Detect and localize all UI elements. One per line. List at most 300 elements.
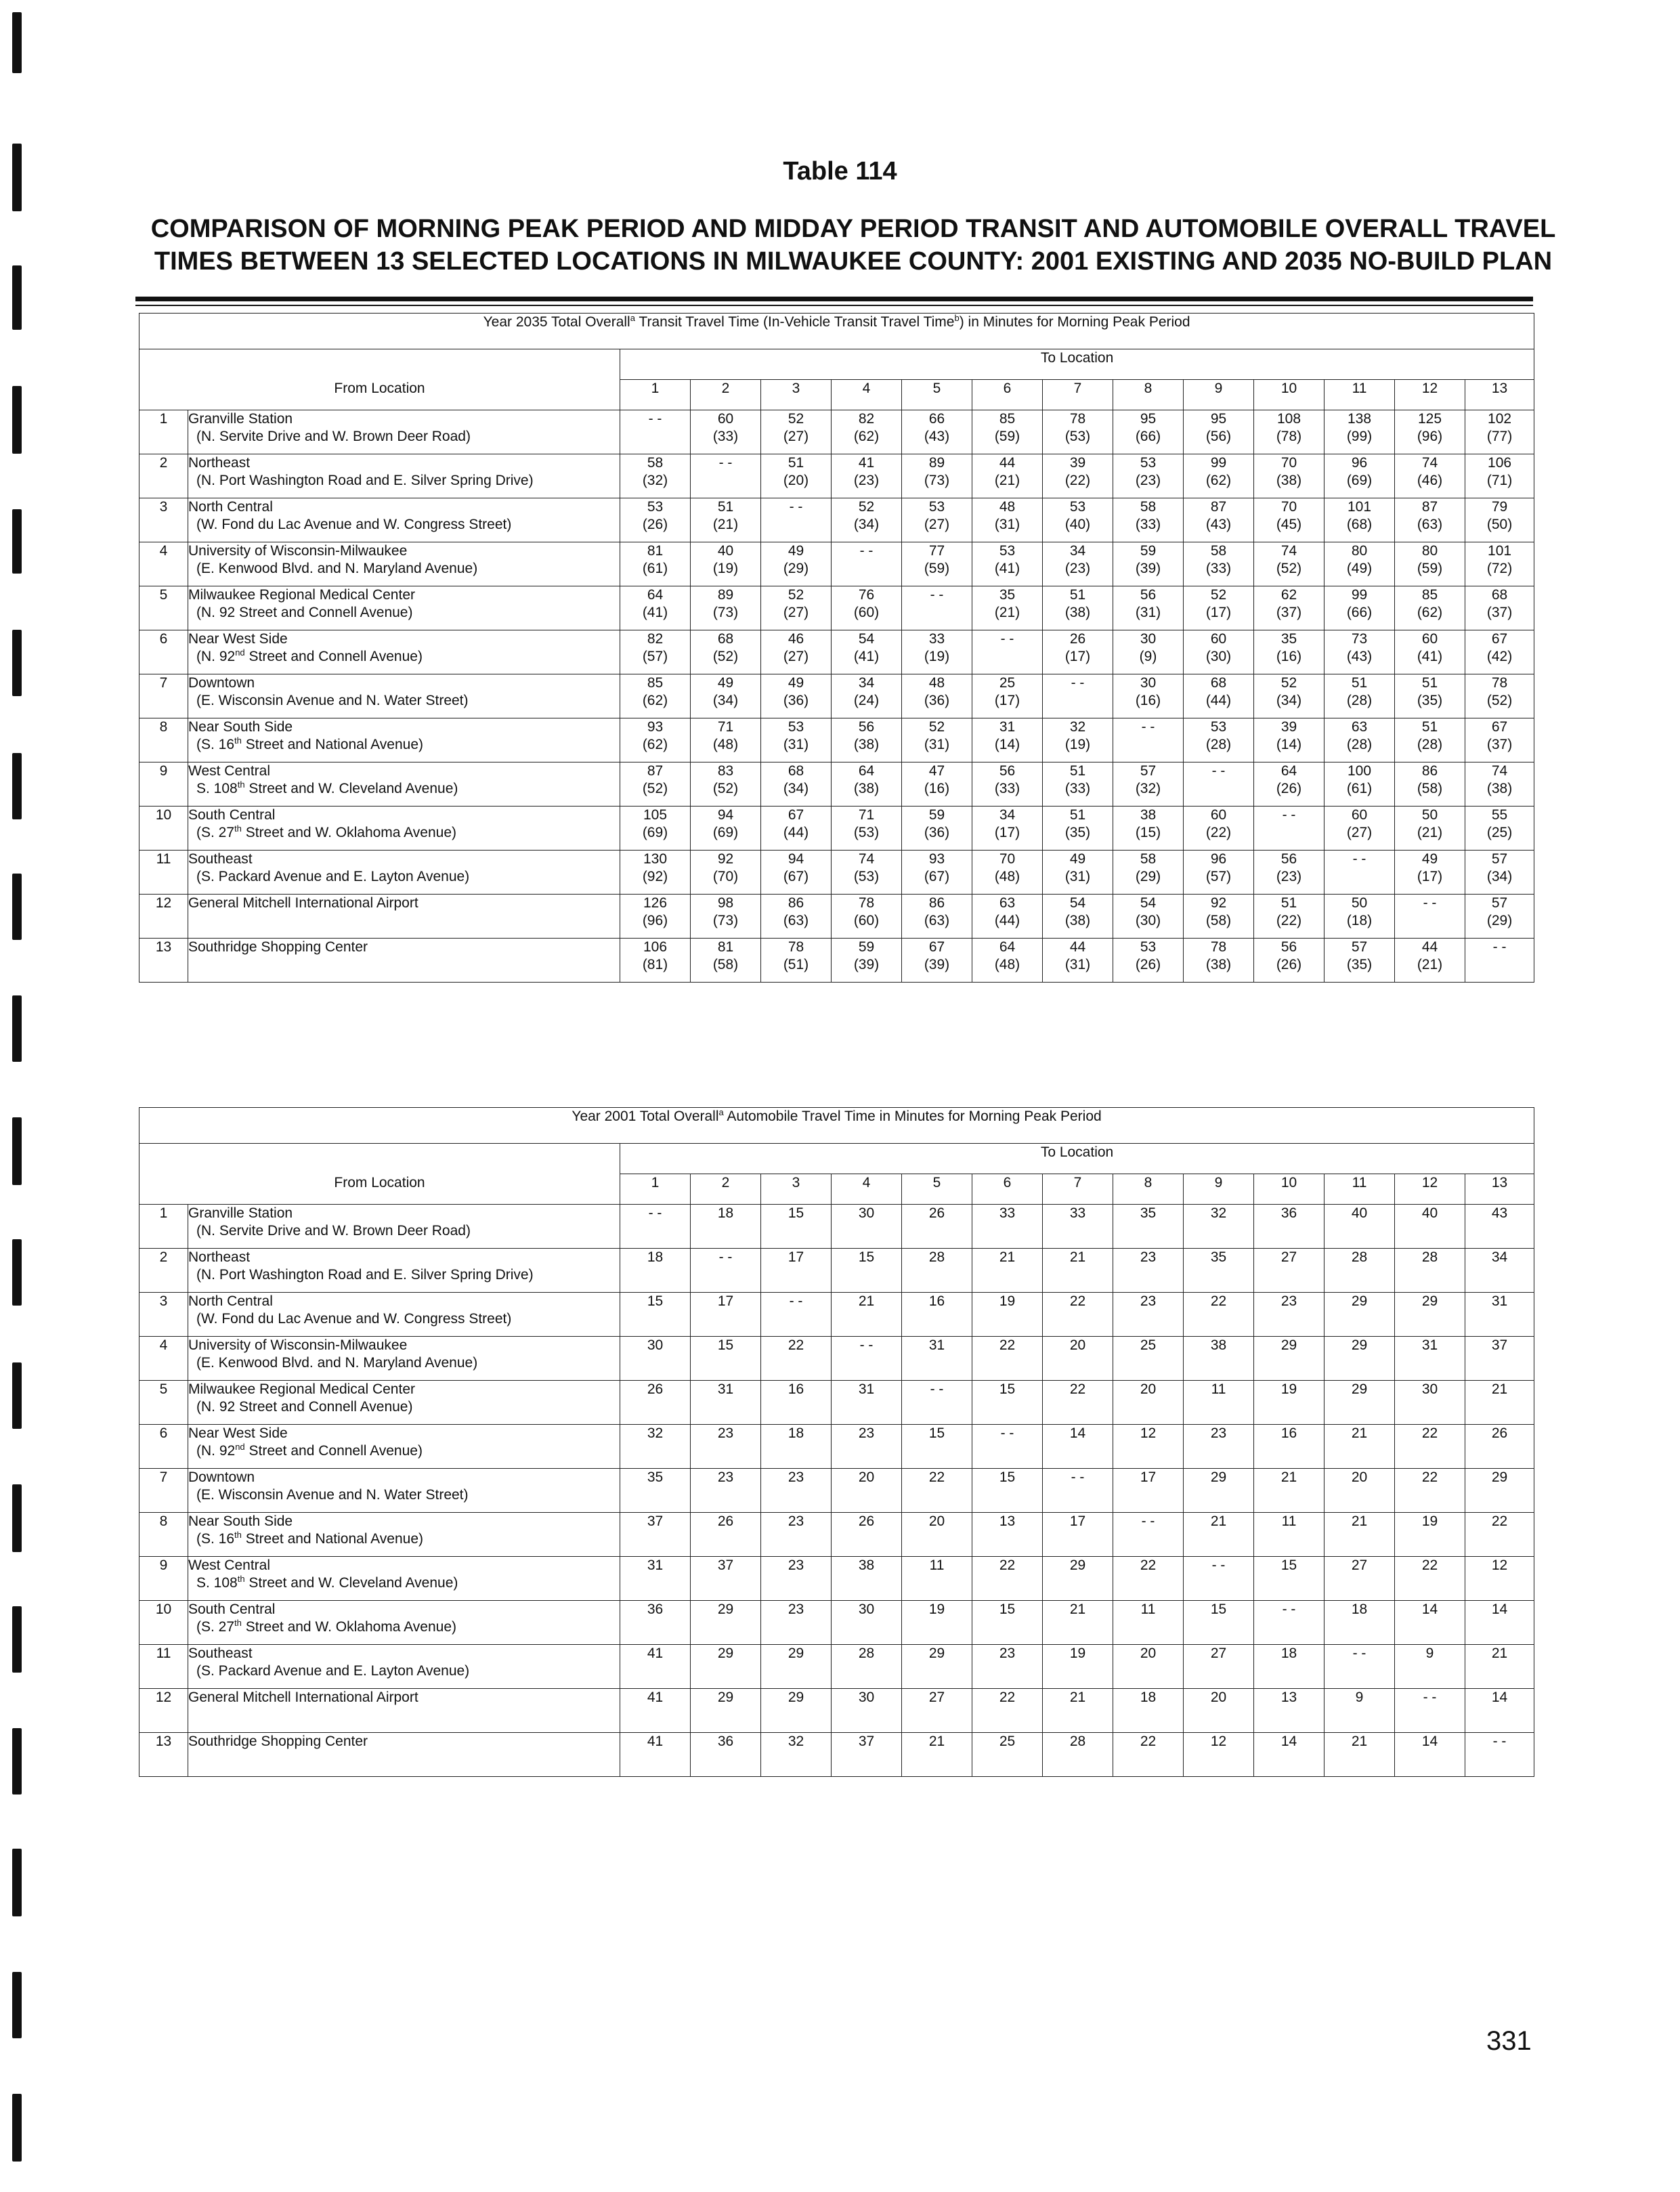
table-row — [139, 410, 1534, 454]
table-row — [139, 850, 1534, 894]
travel-time-cell: 21 — [1043, 1688, 1113, 1732]
column-header: 7 — [1043, 380, 1113, 410]
travel-time-cell: 53 (26) — [1113, 938, 1184, 982]
travel-time-cell: 14 — [1395, 1732, 1465, 1776]
travel-time-cell: 31 — [1465, 1292, 1534, 1336]
travel-time-cell: 25 — [972, 1732, 1043, 1776]
travel-time-cell: 41 — [620, 1732, 691, 1776]
from-location-cell — [188, 1688, 620, 1732]
travel-time-cell: 20 — [832, 1468, 902, 1512]
table-row — [139, 1248, 1534, 1292]
location-name: North Central — [188, 1293, 273, 1309]
travel-time-cell: 87 (52) — [620, 762, 691, 806]
travel-time-cell: - - — [1465, 938, 1534, 982]
travel-time-cell: 56 (31) — [1113, 586, 1184, 630]
travel-time-cell: - - — [1324, 1644, 1395, 1688]
travel-time-cell: 28 — [1043, 1732, 1113, 1776]
travel-time-cell: 76 (60) — [832, 586, 902, 630]
travel-time-cell: 40 (19) — [691, 542, 761, 586]
column-header-row — [139, 380, 1534, 410]
travel-time-cell: - - — [691, 1248, 761, 1292]
travel-time-cell: 35 — [1113, 1204, 1184, 1248]
travel-time-cell: 89 (73) — [902, 454, 972, 498]
row-number: 5 — [139, 586, 188, 630]
travel-time-cell: 56 (23) — [1254, 850, 1324, 894]
travel-time-cell: 17 — [1043, 1512, 1113, 1556]
travel-time-cell: 22 — [972, 1336, 1043, 1380]
location-address: (N. Servite Drive and W. Brown Deer Road) — [196, 428, 471, 444]
travel-time-cell: 23 — [761, 1600, 832, 1644]
location-address: S. 108th Street and W. Cleveland Avenue) — [196, 1573, 458, 1591]
table-number: Table 114 — [783, 157, 897, 186]
travel-time-cell: 83 (52) — [691, 762, 761, 806]
travel-time-cell: 21 — [1465, 1644, 1534, 1688]
travel-time-cell: 87 (63) — [1395, 498, 1465, 542]
travel-time-cell: 37 — [691, 1556, 761, 1600]
travel-time-cell: 50 (18) — [1324, 894, 1395, 938]
row-number: 7 — [139, 674, 188, 718]
travel-time-cell: 18 — [1324, 1600, 1395, 1644]
table-row — [139, 938, 1534, 982]
location-name: Milwaukee Regional Medical Center — [188, 586, 415, 603]
row-number: 9 — [139, 1556, 188, 1600]
location-address: (N. Port Washington Road and E. Silver Spring Drive) — [196, 1266, 534, 1283]
travel-time-cell: 23 — [691, 1468, 761, 1512]
travel-time-cell: 98 (73) — [691, 894, 761, 938]
travel-time-cell: 86 (63) — [902, 894, 972, 938]
travel-time-cell: 31 — [691, 1380, 761, 1424]
table-row — [139, 674, 1534, 718]
travel-time-cell: 14 — [1465, 1688, 1534, 1732]
from-location-cell — [188, 586, 620, 630]
travel-time-cell: 53 (27) — [902, 498, 972, 542]
travel-time-cell: - - — [761, 1292, 832, 1336]
column-header: 10 — [1254, 1174, 1324, 1205]
travel-time-cell: 15 — [972, 1600, 1043, 1644]
travel-time-cell: 15 — [972, 1468, 1043, 1512]
table-row — [139, 454, 1534, 498]
travel-time-cell: 15 — [972, 1380, 1043, 1424]
travel-time-cell: 29 — [1324, 1336, 1395, 1380]
travel-time-cell: 59 (36) — [902, 806, 972, 850]
travel-time-cell: 81 (61) — [620, 542, 691, 586]
travel-time-cell: 28 — [1324, 1248, 1395, 1292]
location-name: Near South Side — [188, 1513, 293, 1529]
travel-time-cell: 54 (41) — [832, 630, 902, 674]
travel-time-cell: - - — [1395, 894, 1465, 938]
travel-time-cell: 21 — [1184, 1512, 1254, 1556]
travel-time-cell: 28 — [902, 1248, 972, 1292]
location-address: (E. Kenwood Blvd. and N. Maryland Avenue) — [196, 560, 478, 576]
from-location-cell — [188, 1248, 620, 1292]
to-location-header: To Location — [620, 349, 1534, 380]
travel-time-cell: 52 (27) — [761, 410, 832, 454]
travel-time-cell: 22 — [1395, 1468, 1465, 1512]
travel-time-cell: 80 (59) — [1395, 542, 1465, 586]
travel-time-cell: 58 (33) — [1113, 498, 1184, 542]
row-number: 8 — [139, 718, 188, 762]
travel-time-cell: 99 (62) — [1184, 454, 1254, 498]
location-name: Southeast — [188, 851, 253, 867]
row-number: 11 — [139, 1644, 188, 1688]
travel-time-cell: 53 (23) — [1113, 454, 1184, 498]
travel-time-cell: - - — [1043, 674, 1113, 718]
travel-time-cell: 92 (58) — [1184, 894, 1254, 938]
travel-time-cell: 27 — [1184, 1644, 1254, 1688]
travel-time-cell: 22 — [1184, 1292, 1254, 1336]
column-header: 12 — [1395, 1174, 1465, 1205]
travel-time-cell: 29 — [1395, 1292, 1465, 1336]
location-name: Northeast — [188, 1249, 251, 1265]
row-number: 6 — [139, 630, 188, 674]
travel-time-cell: 94 (67) — [761, 850, 832, 894]
travel-time-cell: 21 — [902, 1732, 972, 1776]
travel-time-cell: 52 (31) — [902, 718, 972, 762]
travel-time-cell: 16 — [902, 1292, 972, 1336]
travel-time-cell: 29 — [1254, 1336, 1324, 1380]
travel-time-cell: 85 (59) — [972, 410, 1043, 454]
location-name: Southridge Shopping Center — [188, 1733, 368, 1749]
travel-time-cell: 33 — [972, 1204, 1043, 1248]
travel-time-cell: 80 (49) — [1324, 542, 1395, 586]
table-row — [139, 1292, 1534, 1336]
travel-time-cell: 67 (44) — [761, 806, 832, 850]
automobile-travel-time-table — [139, 1107, 1534, 1777]
travel-time-cell: 34 — [1465, 1248, 1534, 1292]
travel-time-cell: 16 — [1254, 1424, 1324, 1468]
travel-time-cell: 37 — [832, 1732, 902, 1776]
location-address: (S. Packard Avenue and E. Layton Avenue) — [196, 1662, 470, 1679]
row-number: 1 — [139, 410, 188, 454]
travel-time-cell: 22 — [1113, 1556, 1184, 1600]
location-address: (E. Kenwood Blvd. and N. Maryland Avenue) — [196, 1354, 478, 1371]
travel-time-cell: 96 (69) — [1324, 454, 1395, 498]
travel-time-cell: 95 (66) — [1113, 410, 1184, 454]
travel-time-cell: 30 — [1395, 1380, 1465, 1424]
travel-time-cell: 31 — [832, 1380, 902, 1424]
table-caption: Year 2001 Total Overall$^a$ Automobile Travel Time in Minutes for Morning Peak Period — [139, 1108, 1534, 1144]
travel-time-cell: 18 — [1254, 1644, 1324, 1688]
travel-time-cell: 58 (32) — [620, 454, 691, 498]
travel-time-cell: 22 — [1113, 1732, 1184, 1776]
travel-time-cell: 17 — [761, 1248, 832, 1292]
location-name: General Mitchell International Airport — [188, 1689, 418, 1705]
travel-time-cell: 53 (41) — [972, 542, 1043, 586]
travel-time-cell: 92 (70) — [691, 850, 761, 894]
travel-time-cell: 35 — [620, 1468, 691, 1512]
travel-time-cell: 68 (34) — [761, 762, 832, 806]
travel-time-cell: 138 (99) — [1324, 410, 1395, 454]
travel-time-cell: 82 (57) — [620, 630, 691, 674]
travel-time-cell: 51 (33) — [1043, 762, 1113, 806]
transit-travel-time-table — [139, 313, 1534, 983]
travel-time-cell: 38 — [832, 1556, 902, 1600]
travel-time-cell: 51 (35) — [1395, 674, 1465, 718]
travel-time-cell: 53 (28) — [1184, 718, 1254, 762]
travel-time-cell: 28 — [832, 1644, 902, 1688]
from-location-header: From Location — [139, 1174, 620, 1205]
title-line-1: COMPARISON OF MORNING PEAK PERIOD AND MIDDAY PERIOD TRANSIT AND AUTOMOBILE OVERALL TRAVEL — [150, 215, 1556, 243]
row-number: 10 — [139, 806, 188, 850]
travel-time-cell: 52 (27) — [761, 586, 832, 630]
travel-time-cell: 105 (69) — [620, 806, 691, 850]
travel-time-cell: 29 — [691, 1600, 761, 1644]
travel-time-cell: 13 — [1254, 1688, 1324, 1732]
travel-time-cell: 67 (42) — [1465, 630, 1534, 674]
travel-time-cell: 63 (28) — [1324, 718, 1395, 762]
travel-time-cell: 22 — [1395, 1556, 1465, 1600]
travel-time-cell: 17 — [1113, 1468, 1184, 1512]
travel-time-cell: 15 — [761, 1204, 832, 1248]
from-location-cell — [188, 806, 620, 850]
row-number: 8 — [139, 1512, 188, 1556]
column-header: 7 — [1043, 1174, 1113, 1205]
from-location-cell — [188, 1292, 620, 1336]
travel-time-cell: 23 — [1184, 1424, 1254, 1468]
travel-time-cell: 23 — [1113, 1248, 1184, 1292]
travel-time-cell: 62 (37) — [1254, 586, 1324, 630]
travel-time-cell: 64 (48) — [972, 938, 1043, 982]
travel-time-cell: 30 (9) — [1113, 630, 1184, 674]
location-address: (S. 27th Street and W. Oklahoma Avenue) — [196, 823, 456, 840]
location-name: South Central — [188, 807, 276, 823]
travel-time-cell: 22 — [761, 1336, 832, 1380]
travel-time-cell: 37 — [620, 1512, 691, 1556]
column-header: 2 — [691, 1174, 761, 1205]
table-row — [139, 630, 1534, 674]
location-name: Southeast — [188, 1645, 253, 1661]
travel-time-cell: - - — [1184, 762, 1254, 806]
travel-time-cell: 26 — [691, 1512, 761, 1556]
travel-time-cell: 49 (17) — [1395, 850, 1465, 894]
from-location-cell — [188, 630, 620, 674]
travel-time-cell: 23 — [761, 1512, 832, 1556]
travel-time-cell: 18 — [761, 1424, 832, 1468]
row-number: 11 — [139, 850, 188, 894]
column-header: 6 — [972, 380, 1043, 410]
travel-time-cell: 32 — [620, 1424, 691, 1468]
table-row — [139, 1732, 1534, 1776]
travel-time-cell: 82 (62) — [832, 410, 902, 454]
travel-time-cell: 89 (73) — [691, 586, 761, 630]
travel-time-cell: 13 — [972, 1512, 1043, 1556]
travel-time-cell: 30 — [620, 1336, 691, 1380]
travel-time-cell: - - — [1254, 806, 1324, 850]
travel-time-cell: 79 (50) — [1465, 498, 1534, 542]
travel-time-cell: 28 — [1395, 1248, 1465, 1292]
travel-time-cell: 51 (21) — [691, 498, 761, 542]
from-location-cell — [188, 850, 620, 894]
travel-time-cell: 25 — [1113, 1336, 1184, 1380]
travel-time-cell: 14 — [1465, 1600, 1534, 1644]
travel-time-cell: 60 (41) — [1395, 630, 1465, 674]
row-number: 2 — [139, 1248, 188, 1292]
travel-time-cell: 108 (78) — [1254, 410, 1324, 454]
column-header: 12 — [1395, 380, 1465, 410]
travel-time-cell: - - — [620, 1204, 691, 1248]
travel-time-cell: 51 (38) — [1043, 586, 1113, 630]
travel-time-cell: 21 — [1043, 1600, 1113, 1644]
travel-time-cell: 44 (31) — [1043, 938, 1113, 982]
column-header: 2 — [691, 380, 761, 410]
travel-time-cell: - - — [1395, 1688, 1465, 1732]
travel-time-cell: 126 (96) — [620, 894, 691, 938]
travel-time-cell: 50 (21) — [1395, 806, 1465, 850]
travel-time-cell: 18 — [620, 1248, 691, 1292]
travel-time-cell: 21 — [1324, 1424, 1395, 1468]
travel-time-cell: 16 — [761, 1380, 832, 1424]
travel-time-cell: 51 (28) — [1395, 718, 1465, 762]
travel-time-cell: 54 (30) — [1113, 894, 1184, 938]
from-location-cell — [188, 454, 620, 498]
row-number: 3 — [139, 1292, 188, 1336]
travel-time-cell: 12 — [1113, 1424, 1184, 1468]
travel-time-cell: 85 (62) — [1395, 586, 1465, 630]
travel-time-cell: 19 — [972, 1292, 1043, 1336]
travel-time-cell: 9 — [1324, 1688, 1395, 1732]
table-row — [139, 1644, 1534, 1688]
table-row — [139, 1380, 1534, 1424]
travel-time-cell: 48 (31) — [972, 498, 1043, 542]
location-address: (S. 16th Street and National Avenue) — [196, 735, 424, 752]
travel-time-cell: 51 (22) — [1254, 894, 1324, 938]
travel-time-cell: 67 (37) — [1465, 718, 1534, 762]
travel-time-cell: 22 — [902, 1468, 972, 1512]
travel-time-cell: 29 — [902, 1644, 972, 1688]
travel-time-cell: - - — [1113, 1512, 1184, 1556]
travel-time-cell: 74 (52) — [1254, 542, 1324, 586]
title-rule — [135, 297, 1533, 301]
from-location-cell — [188, 1468, 620, 1512]
travel-time-cell: 40 — [1395, 1204, 1465, 1248]
travel-time-cell: 18 — [1113, 1688, 1184, 1732]
column-header: 3 — [761, 380, 832, 410]
travel-time-cell: 22 — [1043, 1292, 1113, 1336]
travel-time-cell: 60 (33) — [691, 410, 761, 454]
location-address: (E. Wisconsin Avenue and N. Water Street) — [196, 1486, 469, 1503]
travel-time-cell: 81 (58) — [691, 938, 761, 982]
table-row — [139, 894, 1534, 938]
from-location-header: From Location — [139, 380, 620, 410]
travel-time-cell: 36 — [620, 1600, 691, 1644]
row-number: 12 — [139, 1688, 188, 1732]
from-location-cell — [188, 1204, 620, 1248]
travel-time-cell: - - — [832, 1336, 902, 1380]
table-row — [139, 1336, 1534, 1380]
travel-time-cell: 36 — [691, 1732, 761, 1776]
location-address: (N. Port Washington Road and E. Silver Spring Drive) — [196, 472, 534, 488]
row-number: 10 — [139, 1600, 188, 1644]
travel-time-cell: 74 (53) — [832, 850, 902, 894]
travel-time-cell: 38 — [1184, 1336, 1254, 1380]
travel-time-cell: 78 (38) — [1184, 938, 1254, 982]
column-header: 9 — [1184, 1174, 1254, 1205]
travel-time-cell: 26 — [902, 1204, 972, 1248]
row-number: 12 — [139, 894, 188, 938]
from-location-cell — [188, 1644, 620, 1688]
travel-time-cell: 51 (28) — [1324, 674, 1395, 718]
travel-time-cell: 86 (63) — [761, 894, 832, 938]
travel-time-cell: 39 (22) — [1043, 454, 1113, 498]
title-line-2: TIMES BETWEEN 13 SELECTED LOCATIONS IN MILWAUKEE COUNTY: 2001 EXISTING AND 2035 NO-BUILD PLAN — [154, 247, 1553, 276]
location-address: (N. 92nd Street and Connell Avenue) — [196, 1441, 423, 1459]
travel-time-cell: 41 — [620, 1644, 691, 1688]
column-header: 3 — [761, 1174, 832, 1205]
travel-time-cell: 106 (81) — [620, 938, 691, 982]
table-row — [139, 1204, 1534, 1248]
travel-time-cell: 20 — [1043, 1336, 1113, 1380]
travel-time-cell: 59 (39) — [832, 938, 902, 982]
travel-time-cell: 29 — [1184, 1468, 1254, 1512]
travel-time-cell: 64 (41) — [620, 586, 691, 630]
column-header: 4 — [832, 380, 902, 410]
travel-time-cell: 96 (57) — [1184, 850, 1254, 894]
travel-time-cell: 68 (44) — [1184, 674, 1254, 718]
table-row — [139, 1512, 1534, 1556]
travel-time-cell: 35 (16) — [1254, 630, 1324, 674]
location-name: West Central — [188, 762, 270, 779]
travel-time-cell: 15 — [902, 1424, 972, 1468]
travel-time-cell: 9 — [1395, 1644, 1465, 1688]
column-header: 10 — [1254, 380, 1324, 410]
travel-time-cell: 19 — [1043, 1644, 1113, 1688]
location-name: Southridge Shopping Center — [188, 939, 368, 955]
travel-time-cell: 30 — [832, 1600, 902, 1644]
travel-time-cell: 29 — [691, 1644, 761, 1688]
travel-time-cell: 20 — [1324, 1468, 1395, 1512]
travel-time-cell: 11 — [1184, 1380, 1254, 1424]
travel-time-cell: 21 — [832, 1292, 902, 1336]
travel-time-cell: 29 — [1324, 1292, 1395, 1336]
from-location-cell — [188, 1556, 620, 1600]
travel-time-cell: 78 (60) — [832, 894, 902, 938]
travel-time-cell: 14 — [1395, 1600, 1465, 1644]
travel-time-cell: 55 (25) — [1465, 806, 1534, 850]
travel-time-cell: 71 (48) — [691, 718, 761, 762]
travel-time-cell: 68 (52) — [691, 630, 761, 674]
column-header: 13 — [1465, 1174, 1534, 1205]
travel-time-cell: 60 (27) — [1324, 806, 1395, 850]
travel-time-cell: 100 (61) — [1324, 762, 1395, 806]
travel-time-cell: - - — [832, 542, 902, 586]
travel-time-cell: 27 — [902, 1688, 972, 1732]
travel-time-cell: - - — [1254, 1600, 1324, 1644]
travel-time-cell: - - — [691, 454, 761, 498]
travel-time-cell: 58 (29) — [1113, 850, 1184, 894]
location-name: North Central — [188, 498, 273, 515]
location-name: Granville Station — [188, 1205, 293, 1221]
row-number: 5 — [139, 1380, 188, 1424]
column-header: 8 — [1113, 380, 1184, 410]
travel-time-cell: 23 — [691, 1424, 761, 1468]
travel-time-cell: 44 (21) — [1395, 938, 1465, 982]
travel-time-cell: - - — [620, 410, 691, 454]
column-header: 1 — [620, 1174, 691, 1205]
location-name: Near West Side — [188, 630, 288, 647]
travel-time-cell: 87 (43) — [1184, 498, 1254, 542]
travel-time-cell: - - — [1465, 1732, 1534, 1776]
location-name: Downtown — [188, 1469, 255, 1485]
travel-time-cell: 78 (53) — [1043, 410, 1113, 454]
to-location-header: To Location — [620, 1144, 1534, 1174]
location-address: (W. Fond du Lac Avenue and W. Congress Street) — [196, 516, 512, 532]
travel-time-cell: 101 (72) — [1465, 542, 1534, 586]
location-address: (S. 27th Street and W. Oklahoma Avenue) — [196, 1617, 456, 1635]
location-address: (E. Wisconsin Avenue and N. Water Street) — [196, 692, 469, 708]
location-address: (N. 92 Street and Connell Avenue) — [196, 604, 413, 620]
page-number: 331 — [1486, 2026, 1532, 2056]
travel-time-cell: - - — [972, 630, 1043, 674]
